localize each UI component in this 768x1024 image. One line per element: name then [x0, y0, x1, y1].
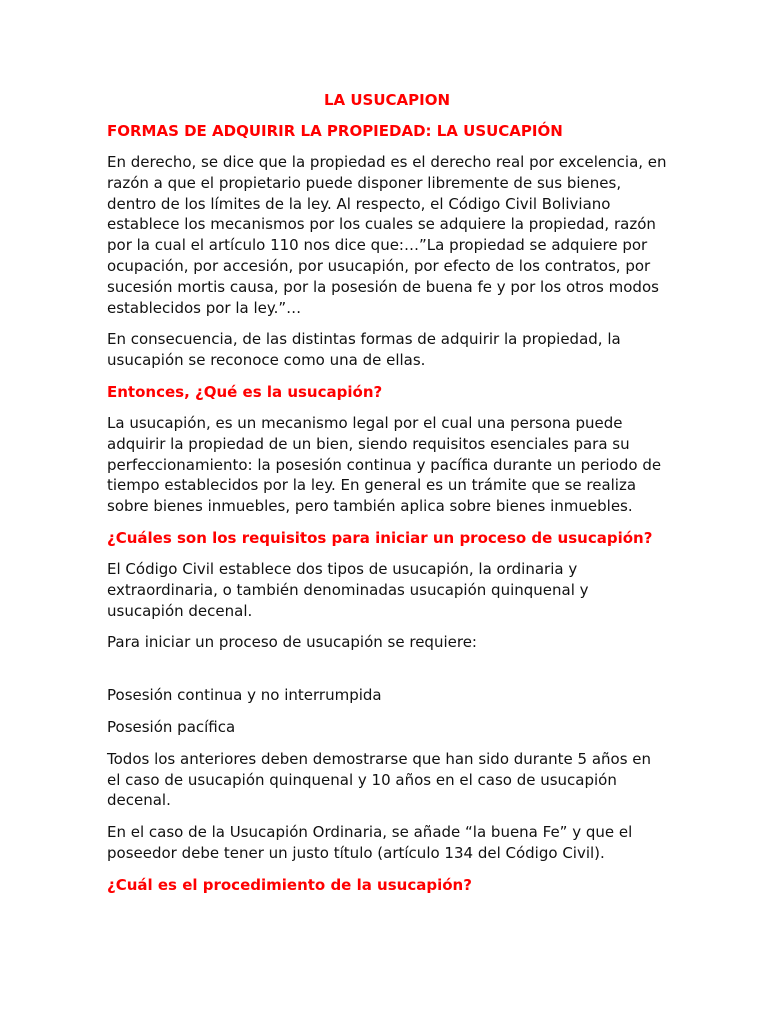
paragraph-ordinaria: En el caso de la Usucapión Ordinaria, se añade “la buena Fe” y que el poseedor debe tener un justo título (artículo 134 del Código Civil).: [107, 823, 633, 862]
blank-line: [107, 664, 667, 685]
paragraph-definicion: La usucapión, es un mecanismo legal por el cual una persona puede adquirir la propiedad de un bien, siendo requisitos esenciales para su perfeccionamiento: la posesión continua y pacífica durante un periodo de tiempo establecidos por la ley. En general es un trámite que se realiza sobre bienes inmuebles, pero también aplica sobre bienes inmuebles.: [107, 413, 662, 516]
paragraph-tipos: El Código Civil establece dos tipos de usucapión, la ordinaria y extraordinaria, o también denominadas usucapión quinquenal y usucapión decenal.: [107, 559, 589, 620]
paragraph-consecuencia: En consecuencia, de las distintas formas de adquirir la propiedad, la usucapión se reconoce como una de ellas.: [107, 330, 621, 370]
paragraph-para-iniciar: Para iniciar un proceso de usucapión se requiere:: [107, 633, 477, 652]
section-heading-procedimiento: ¿Cuál es el procedimiento de la usucapión?: [107, 875, 472, 894]
section-heading-que-es: Entonces, ¿Qué es la usucapión?: [107, 382, 383, 401]
section-heading-formas: FORMAS DE ADQUIRIR LA PROPIEDAD: LA USUCAPIÓN: [107, 122, 563, 140]
requirement-pacifica: Posesión pacífica: [107, 717, 236, 736]
document-title: LA USUCAPION: [323, 91, 451, 109]
paragraph-derecho: En derecho, se dice que la propiedad es el derecho real por excelencia, en razón a que el propietario puede disponer libremente de sus bienes, dentro de los límites de la ley. Al respecto, el Código Civil Boliviano establece los mecanismos por los cuales se adquiere la propiedad, razón por la cual el artículo 110 nos dice que:…”La propiedad se adquiere por ocupación, por accesión, por usucapión, por efecto de los contratos, por sucesión mortis causa, por la posesión de buena fe y por los otros modos establecidos por la ley.”…: [107, 153, 667, 317]
paragraph-anteriores: Todos los anteriores deben demostrarse que han sido durante 5 años en el caso de usucapión quinquenal y 10 años en el caso de usucapión decenal.: [107, 749, 652, 810]
document-page: [107, 90, 667, 906]
section-heading-requisitos: ¿Cuáles son los requisitos para iniciar un proceso de usucapión?: [107, 528, 653, 547]
requirement-continua: Posesión continua y no interrumpida: [107, 686, 382, 705]
